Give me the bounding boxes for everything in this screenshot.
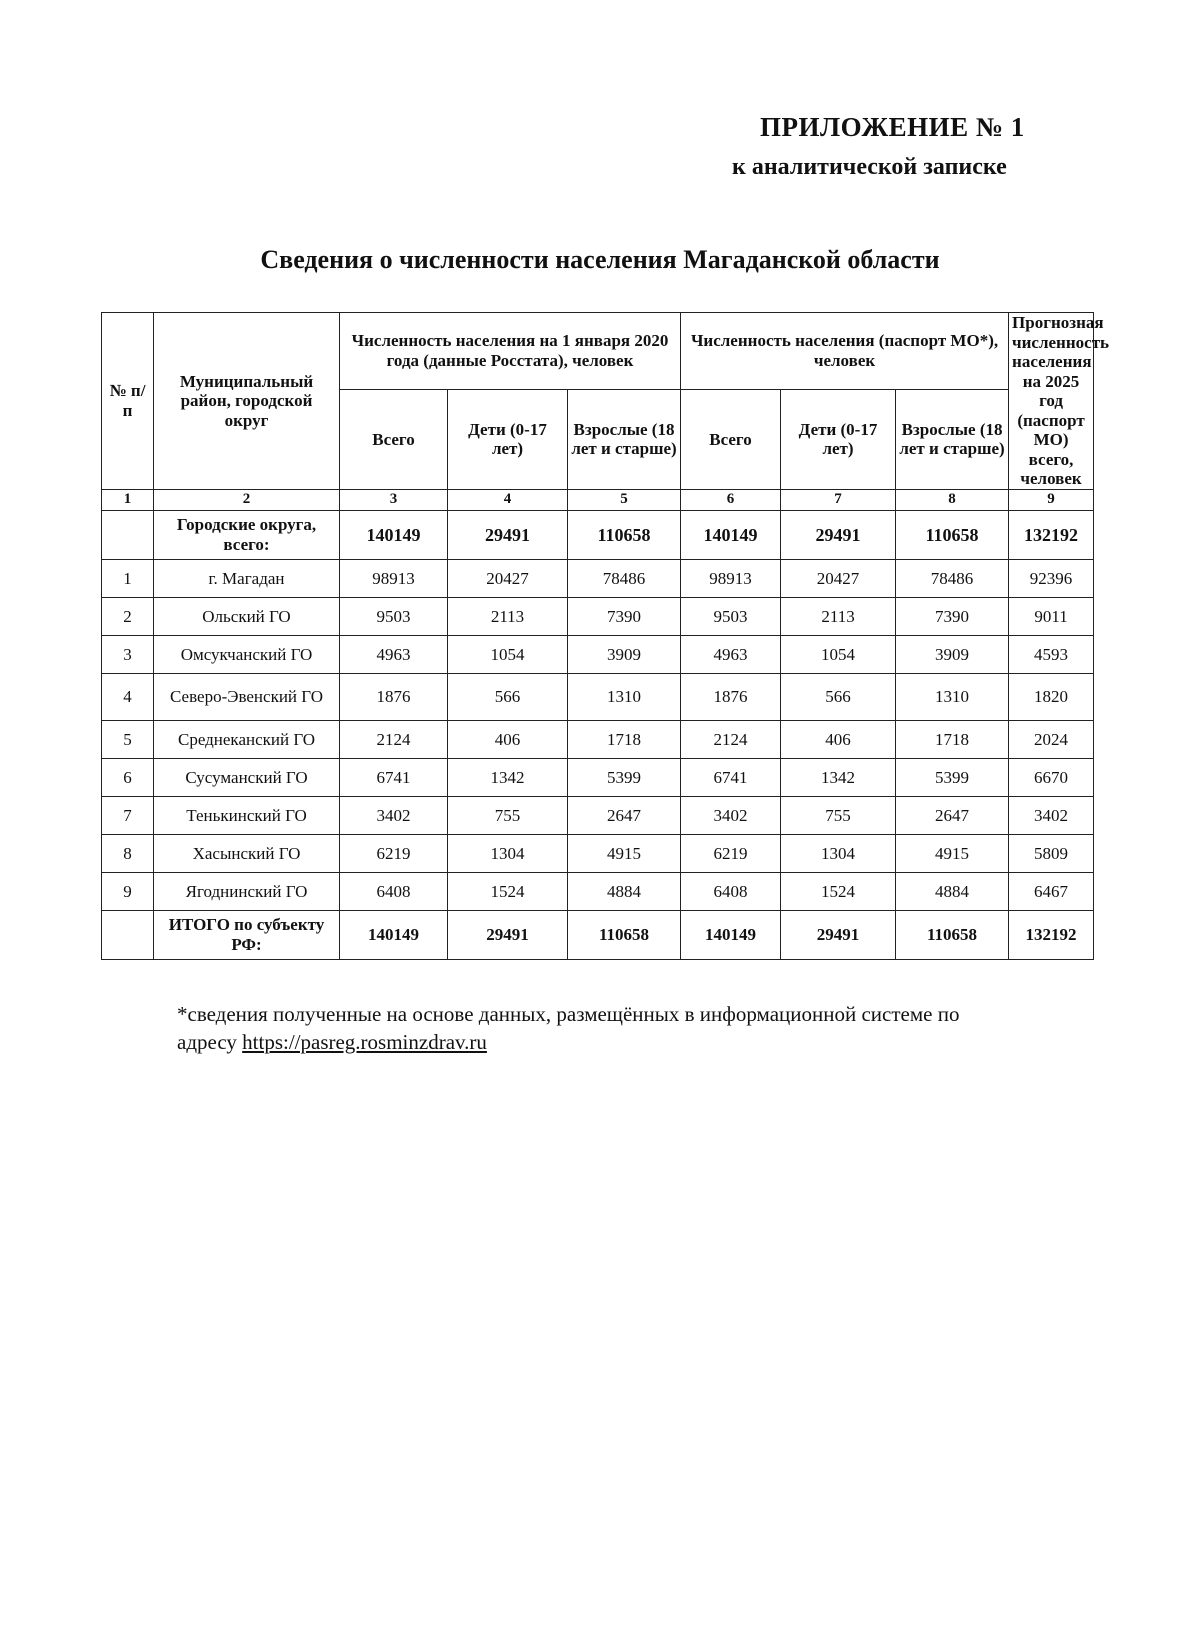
rosstat-adults-cell: 4884: [568, 872, 681, 910]
row-number-cell: 1: [102, 559, 154, 597]
header-group-passport: Численность населения (паспорт МО*), человек: [681, 313, 1009, 390]
passport-total-cell: 140149: [681, 910, 781, 959]
row-number-cell: 9: [102, 872, 154, 910]
passport-adults-cell: 110658: [896, 510, 1009, 559]
row-number-cell: 6: [102, 758, 154, 796]
passport-total-cell: 98913: [681, 559, 781, 597]
rosstat-children-cell: 20427: [448, 559, 568, 597]
row-number-cell: 8: [102, 834, 154, 872]
passport-total-cell: 2124: [681, 720, 781, 758]
table-row: [102, 834, 1094, 872]
footnote: [177, 1000, 997, 1056]
rosstat-adults-cell: 110658: [568, 510, 681, 559]
rosstat-children-cell: 1054: [448, 635, 568, 673]
rosstat-total-cell: 1876: [340, 673, 448, 720]
summary-label: Городские округа, всего:: [154, 510, 340, 559]
column-number-cell: 9: [1009, 489, 1094, 510]
district-name-cell: Ягоднинский ГО: [154, 872, 340, 910]
rosstat-adults-cell: 110658: [568, 910, 681, 959]
document-title: Сведения о численности населения Магаданской области: [260, 245, 940, 274]
row-number-cell: [102, 910, 154, 959]
forecast-2025-cell: 5809: [1009, 834, 1094, 872]
district-name-cell: Среднеканский ГО: [154, 720, 340, 758]
forecast-2025-cell: 9011: [1009, 597, 1094, 635]
appendix-subtitle: к аналитической записке: [732, 154, 1007, 180]
passport-adults-cell: 4915: [896, 834, 1009, 872]
district-name-cell: Северо-Эвенский ГО: [154, 673, 340, 720]
passport-adults-cell: 110658: [896, 910, 1009, 959]
passport-children-cell: 1304: [781, 834, 896, 872]
passport-children-cell: 2113: [781, 597, 896, 635]
passport-adults-cell: 78486: [896, 559, 1009, 597]
forecast-2025-cell: 132192: [1009, 510, 1094, 559]
rosstat-total-cell: 6741: [340, 758, 448, 796]
forecast-2025-cell: 1820: [1009, 673, 1094, 720]
column-number-cell: 4: [448, 489, 568, 510]
rosstat-children-cell: 2113: [448, 597, 568, 635]
row-number-cell: 3: [102, 635, 154, 673]
table-row: [102, 720, 1094, 758]
passport-children-cell: 755: [781, 796, 896, 834]
table-row: [102, 796, 1094, 834]
column-number-cell: 7: [781, 489, 896, 510]
passport-adults-cell: 4884: [896, 872, 1009, 910]
passport-total-cell: 3402: [681, 796, 781, 834]
rosstat-total-cell: 6219: [340, 834, 448, 872]
rosstat-children-cell: 1524: [448, 872, 568, 910]
passport-children-cell: 566: [781, 673, 896, 720]
table-row: [102, 597, 1094, 635]
table-row: [102, 673, 1094, 720]
rosstat-total-cell: 140149: [340, 510, 448, 559]
rosstat-children-cell: 1342: [448, 758, 568, 796]
passport-adults-cell: 7390: [896, 597, 1009, 635]
appendix-title: ПРИЛОЖЕНИЕ № 1: [760, 112, 1025, 142]
district-name-cell: Хасынский ГО: [154, 834, 340, 872]
passport-total-cell: 1876: [681, 673, 781, 720]
total-label: ИТОГО по субъекту РФ:: [154, 910, 340, 959]
footnote-link[interactable]: https://pasreg.rosminzdrav.ru: [242, 1030, 487, 1054]
row-number-cell: 5: [102, 720, 154, 758]
passport-total-cell: 6219: [681, 834, 781, 872]
rosstat-adults-cell: 2647: [568, 796, 681, 834]
passport-total-cell: 9503: [681, 597, 781, 635]
rosstat-total-cell: 6408: [340, 872, 448, 910]
summary-row: [102, 510, 1094, 559]
table-row: [102, 758, 1094, 796]
rosstat-total-cell: 9503: [340, 597, 448, 635]
passport-adults-cell: 5399: [896, 758, 1009, 796]
column-number-cell: 2: [154, 489, 340, 510]
passport-children-cell: 1342: [781, 758, 896, 796]
passport-adults-cell: 1310: [896, 673, 1009, 720]
rosstat-total-cell: 4963: [340, 635, 448, 673]
rosstat-children-cell: 566: [448, 673, 568, 720]
passport-children-cell: 1054: [781, 635, 896, 673]
rosstat-total-cell: 2124: [340, 720, 448, 758]
passport-total-cell: 4963: [681, 635, 781, 673]
forecast-2025-cell: 4593: [1009, 635, 1094, 673]
forecast-2025-cell: 2024: [1009, 720, 1094, 758]
rosstat-total-cell: 3402: [340, 796, 448, 834]
district-name-cell: Сусуманский ГО: [154, 758, 340, 796]
header-forecast: Прогнозная численность населения на 2025 год (паспорт МО) всего, человек: [1009, 313, 1094, 490]
passport-total-cell: 140149: [681, 510, 781, 559]
passport-total-cell: 6741: [681, 758, 781, 796]
footnote-text: *сведения полученные на основе данных, размещённых в информационной системе по адресу: [177, 1002, 960, 1054]
forecast-2025-cell: 6670: [1009, 758, 1094, 796]
rosstat-total-cell: 98913: [340, 559, 448, 597]
rosstat-adults-cell: 1718: [568, 720, 681, 758]
passport-adults-cell: 2647: [896, 796, 1009, 834]
passport-children-cell: 29491: [781, 510, 896, 559]
row-number-cell: 4: [102, 673, 154, 720]
row-number-cell: 7: [102, 796, 154, 834]
forecast-2025-cell: 132192: [1009, 910, 1094, 959]
district-name-cell: Омсукчанский ГО: [154, 635, 340, 673]
column-number-row: [102, 489, 1094, 510]
rosstat-adults-cell: 3909: [568, 635, 681, 673]
passport-children-cell: 1524: [781, 872, 896, 910]
column-number-cell: 5: [568, 489, 681, 510]
header-district: Муниципальный район, городской округ: [154, 313, 340, 490]
forecast-2025-cell: 3402: [1009, 796, 1094, 834]
district-name-cell: Тенькинский ГО: [154, 796, 340, 834]
rosstat-adults-cell: 4915: [568, 834, 681, 872]
header-children: Дети (0-17 лет): [448, 389, 568, 489]
rosstat-children-cell: 406: [448, 720, 568, 758]
rosstat-children-cell: 1304: [448, 834, 568, 872]
rosstat-children-cell: 29491: [448, 510, 568, 559]
header-adults: Взрослые (18 лет и старше): [568, 389, 681, 489]
passport-children-cell: 20427: [781, 559, 896, 597]
row-number-cell: [102, 510, 154, 559]
header-total: Всего: [340, 389, 448, 489]
column-number-cell: 6: [681, 489, 781, 510]
passport-children-cell: 406: [781, 720, 896, 758]
rosstat-total-cell: 140149: [340, 910, 448, 959]
column-number-cell: 8: [896, 489, 1009, 510]
header-children: Дети (0-17 лет): [781, 389, 896, 489]
rosstat-adults-cell: 7390: [568, 597, 681, 635]
table-row: [102, 872, 1094, 910]
column-number-cell: 1: [102, 489, 154, 510]
column-number-cell: 3: [340, 489, 448, 510]
header-group-rosstat: Численность населения на 1 января 2020 года (данные Росстата), человек: [340, 313, 681, 390]
table-row: [102, 559, 1094, 597]
table-row: [102, 635, 1094, 673]
rosstat-adults-cell: 78486: [568, 559, 681, 597]
header-adults: Взрослые (18 лет и старше): [896, 389, 1009, 489]
passport-adults-cell: 1718: [896, 720, 1009, 758]
rosstat-children-cell: 755: [448, 796, 568, 834]
rosstat-adults-cell: 5399: [568, 758, 681, 796]
population-table: [101, 312, 1110, 960]
district-name-cell: г. Магадан: [154, 559, 340, 597]
forecast-2025-cell: 6467: [1009, 872, 1094, 910]
district-name-cell: Ольский ГО: [154, 597, 340, 635]
header-total: Всего: [681, 389, 781, 489]
total-row: [102, 910, 1094, 959]
passport-adults-cell: 3909: [896, 635, 1009, 673]
row-number-cell: 2: [102, 597, 154, 635]
rosstat-children-cell: 29491: [448, 910, 568, 959]
forecast-2025-cell: 92396: [1009, 559, 1094, 597]
passport-children-cell: 29491: [781, 910, 896, 959]
header-num: № п/п: [102, 313, 154, 490]
rosstat-adults-cell: 1310: [568, 673, 681, 720]
passport-total-cell: 6408: [681, 872, 781, 910]
